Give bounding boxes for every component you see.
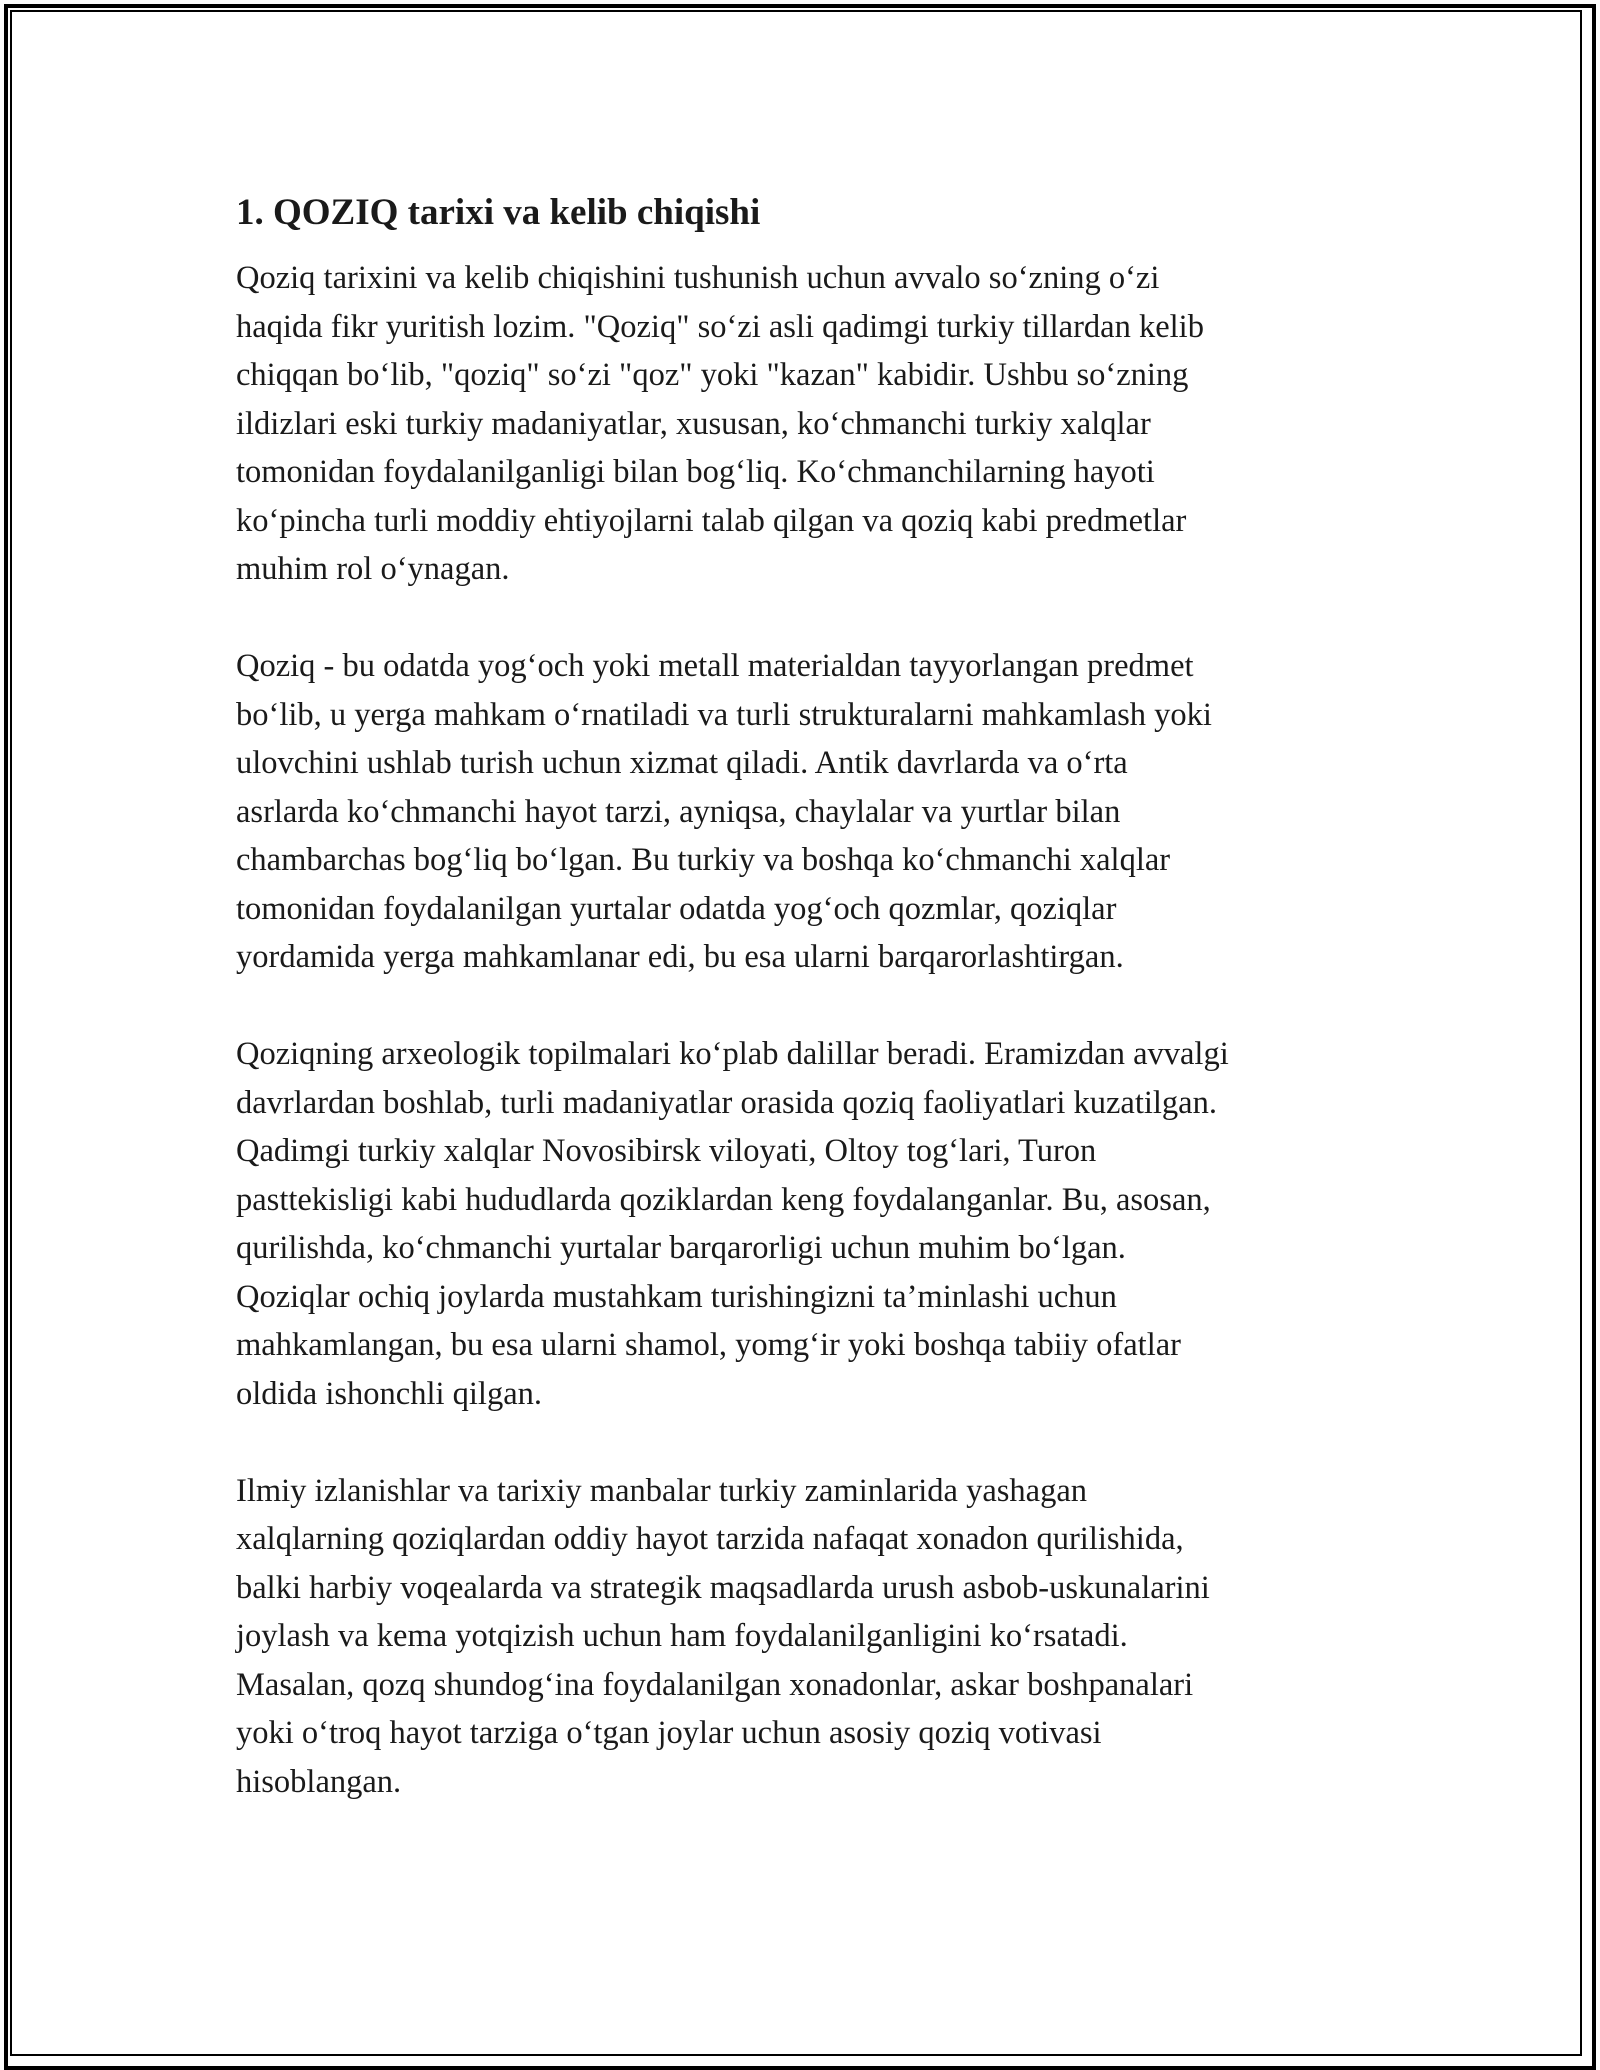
paragraph-line: ko‘pincha turli moddiy ehtiyojlarni talab qilgan va qoziq kabi predmetlar [236, 502, 1187, 539]
paragraph-line: tomonidan foydalanilganligi bilan bog‘liq. Ko‘chmanchilarning hayoti [236, 454, 1155, 490]
paragraph-line: muhim rol o‘ynagan. [236, 551, 510, 587]
paragraph-line: oldida ishonchli qilgan. [236, 1375, 543, 1412]
paragraph-line: asrlarda ko‘chmanchi hayot tarzi, ayniqsa, chaylalar va yurtlar bilan [236, 793, 1121, 830]
paragraph-line: Ilmiy izlanishlar va tarixiy manbalar turkiy zaminlarida yashagan [236, 1472, 1088, 1509]
paragraph-line: balki harbiy voqealarda va strategik maqsadlarda urush asbob-uskunalarini [236, 1569, 1210, 1606]
paragraph-line: Qoziq tarixini va kelib chiqishini tushunish uchun avvalo so‘zning o‘zi [236, 260, 1160, 296]
paragraph-3 [236, 1030, 1366, 1418]
paragraph-line: hisoblangan. [236, 1763, 402, 1800]
paragraph-line: yordamida yerga mahkamlanar edi, bu esa ularni barqarorlashtirgan. [236, 939, 1124, 975]
paragraph-line: davrlardan boshlab, turli madaniyatlar orasida qoziq faoliyatlari kuzatilgan. [236, 1084, 1217, 1121]
paragraph-line: chambarchas bog‘liq bo‘lgan. Bu turkiy va boshqa ko‘chmanchi xalqlar [236, 842, 1171, 878]
paragraph-line: qurilishda, ko‘chmanchi yurtalar barqarorligi uchun muhim bo‘lgan. [236, 1230, 1126, 1266]
paragraph-line: chiqqan bo‘lib, "qoziq" so‘zi "qoz" yoki "kazan" kabidir. Ushbu so‘zning [236, 357, 1189, 393]
paragraph-line: yoki o‘troq hayot tarziga o‘tgan joylar uchun asosiy qoziq votivasi [236, 1715, 1102, 1751]
paragraph-line: Qadimgi turkiy xalqlar Novosibirsk viloyati, Oltoy tog‘lari, Turon [236, 1133, 1097, 1169]
paragraph-line: ildizlari eski turkiy madaniyatlar, xususan, ko‘chmanchi turkiy xalqlar [236, 405, 1151, 442]
paragraph-line: tomonidan foydalanilgan yurtalar odatda yog‘och qozmlar, qoziqlar [236, 890, 1117, 927]
section-heading: 1. QOZIQ tarixi va kelib chiqishi [236, 192, 761, 233]
paragraph-line: Qoziq - bu odatda yog‘och yoki metall materialdan tayyorlangan predmet [236, 648, 1194, 684]
paragraph-line: mahkamlangan, bu esa ularni shamol, yomg‘ir yoki boshqa tabiiy ofatlar [236, 1327, 1181, 1363]
paragraph-line: joylash va kema yotqizish uchun ham foydalanilganligini ko‘rsatadi. [236, 1618, 1128, 1654]
paragraph-line: ulovchini ushlab turish uchun xizmat qiladi. Antik davrlarda va o‘rta [236, 745, 1128, 781]
paragraph-2 [236, 642, 1366, 982]
paragraph-line: xalqlarning qoziqlardan oddiy hayot tarzida nafaqat xonadon qurilishida, [236, 1521, 1184, 1557]
paragraph-line: Masalan, qozq shundog‘ina foydalanilgan xonadonlar, askar boshpanalari [236, 1666, 1194, 1703]
document-body [236, 188, 1366, 1855]
paragraph-line: Qoziqning arxeologik topilmalari ko‘plab dalillar beradi. Eramizdan avvalgi [236, 1036, 1229, 1072]
paragraph-line: pasttekisligi kabi hududlarda qoziklardan keng foydalanganlar. Bu, asosan, [236, 1181, 1211, 1218]
paragraph-line: haqida fikr yuritish lozim. "Qoziq" so‘zi asli qadimgi turkiy tillardan kelib [236, 308, 1204, 345]
paragraph-4 [236, 1467, 1366, 1807]
paragraph-line: Qoziqlar ochiq joylarda mustahkam turishingizni ta’minlashi uchun [236, 1278, 1117, 1315]
paragraph-1 [236, 254, 1366, 594]
paragraph-line: bo‘lib, u yerga mahkam o‘rnatiladi va turli strukturalarni mahkamlash yoki [236, 696, 1212, 733]
